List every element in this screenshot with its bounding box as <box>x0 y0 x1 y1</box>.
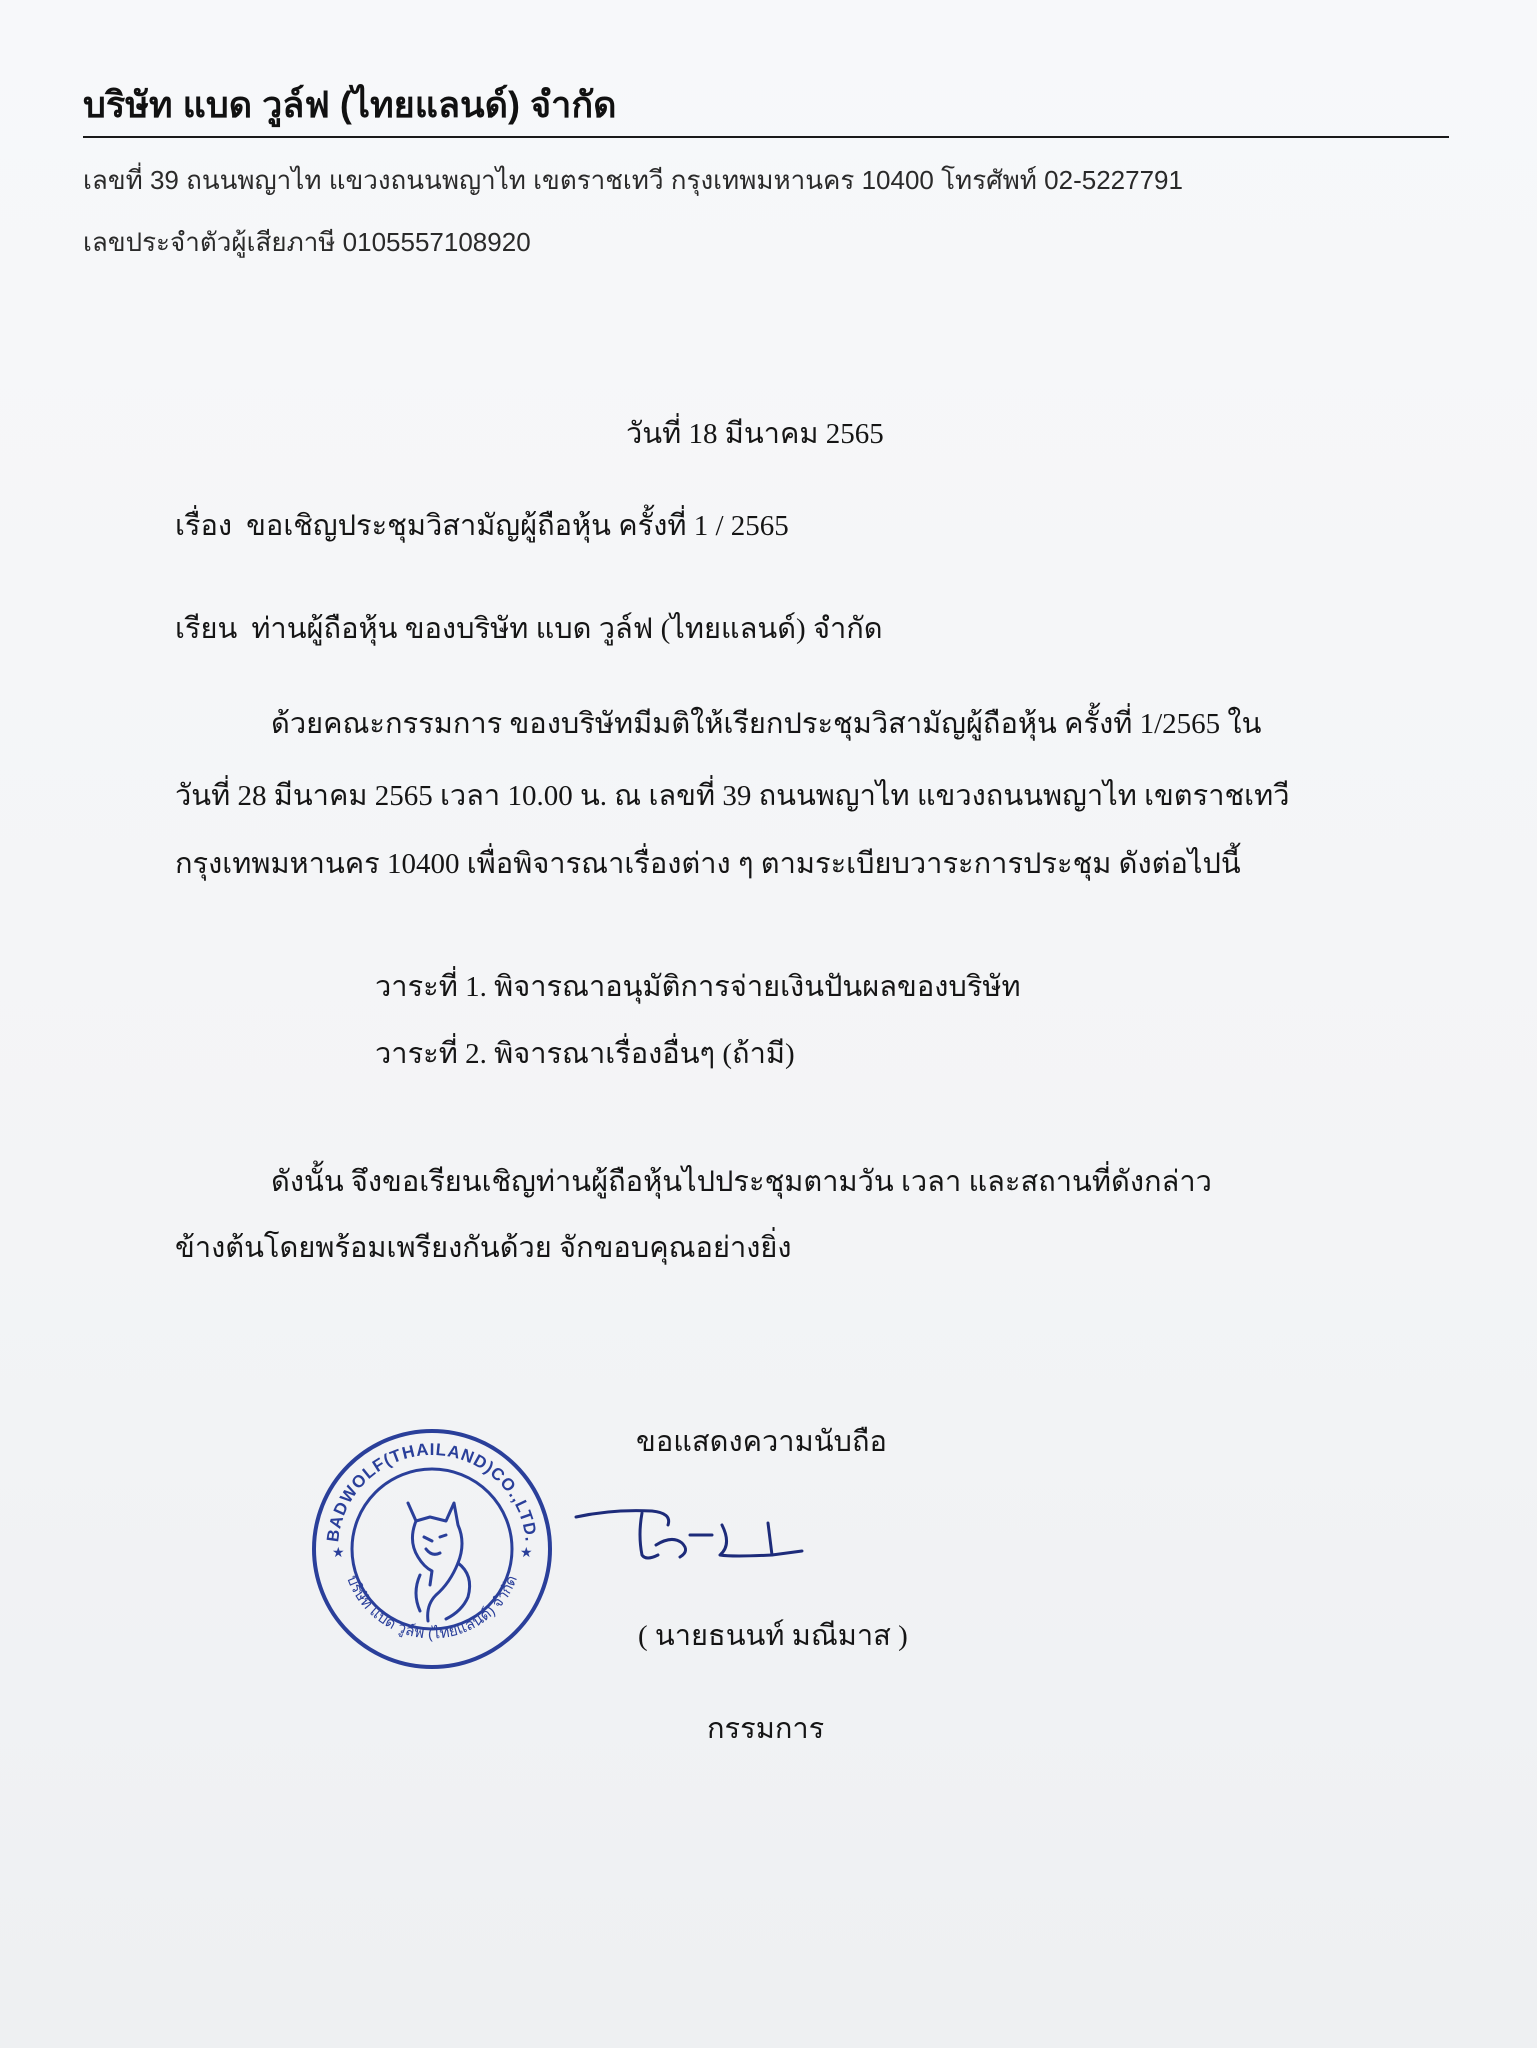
agenda-item: วาระที่ 1. พิจารณาอนุมัติการจ่ายเงินปันผลของบริษัท <box>375 971 1021 1003</box>
signer-name: ( นายธนนท์ มณีมาส ) <box>638 1620 908 1652</box>
star-icon: ★ <box>332 1545 345 1561</box>
subject-line <box>175 502 789 548</box>
signature <box>572 1495 812 1575</box>
letter-date: วันที่ 18 มีนาคม 2565 <box>626 418 884 450</box>
subject-text: ขอเชิญประชุมวิสามัญผู้ถือหุ้น ครั้งที่ 1 / 2565 <box>246 510 789 542</box>
closing-text: ขอแสดงความนับถือ <box>636 1426 887 1458</box>
paragraph-line: วันที่ 28 มีนาคม 2565 เวลา 10.00 น. ณ เลขที่ 39 ถนนพญาไท แขวงถนนพญาไท เขตราชเทวี <box>175 780 1290 812</box>
subject-label: เรื่อง <box>175 510 233 542</box>
recipient-line <box>175 605 883 651</box>
company-stamp <box>308 1425 556 1673</box>
signer-position: กรรมการ <box>707 1713 825 1745</box>
recipient-label: เรียน <box>175 613 238 645</box>
paragraph-line-text: ด้วยคณะกรรมการ ของบริษัทมีมติให้เรียกประชุมวิสามัญผู้ถือหุ้น ครั้งที่ 1/2565 ใน <box>271 708 1262 740</box>
stamp-text-top: BADWOLF(THAILAND)CO.,LTD. <box>323 1439 541 1544</box>
stamp-text-bottom: บริษัท แบด วูล์ฟ (ไทยแลนด์) จำกัด <box>343 1573 521 1643</box>
tax-id: เลขประจำตัวผู้เสียภาษี 0105557108920 <box>83 227 531 257</box>
paragraph-line: ข้างต้นโดยพร้อมเพรียงกันด้วย จักขอบคุณอย่างยิ่ง <box>175 1232 792 1264</box>
recipient-text: ท่านผู้ถือหุ้น ของบริษัท แบด วูล์ฟ (ไทยแลนด์) จำกัด <box>251 613 883 645</box>
company-address: เลขที่ 39 ถนนพญาไท แขวงถนนพญาไท เขตราชเทวี กรุงเทพมหานคร 10400 โทรศัพท์ 02-5227791 <box>83 165 1183 195</box>
star-icon: ★ <box>520 1545 533 1561</box>
paragraph-line-text: ดังนั้น จึงขอเรียนเชิญท่านผู้ถือหุ้นไปประชุมตามวัน เวลา และสถานที่ดังกล่าว <box>271 1166 1212 1198</box>
company-name: บริษัท แบด วูล์ฟ (ไทยแลนด์) จำกัด <box>83 84 617 125</box>
wolf-icon <box>408 1503 470 1621</box>
header-divider <box>83 136 1449 138</box>
paragraph-line: กรุงเทพมหานคร 10400 เพื่อพิจารณาเรื่องต่าง ๆ ตามระเบียบวาระการประชุม ดังต่อไปนี้ <box>175 848 1241 880</box>
agenda-item: วาระที่ 2. พิจารณาเรื่องอื่นๆ (ถ้ามี) <box>375 1038 795 1070</box>
paragraph-line <box>175 700 1261 746</box>
paragraph-line <box>175 1158 1212 1204</box>
svg-text:บริษัท แบด วูล์ฟ (ไทยแลนด์) จำ <box>343 1573 521 1643</box>
